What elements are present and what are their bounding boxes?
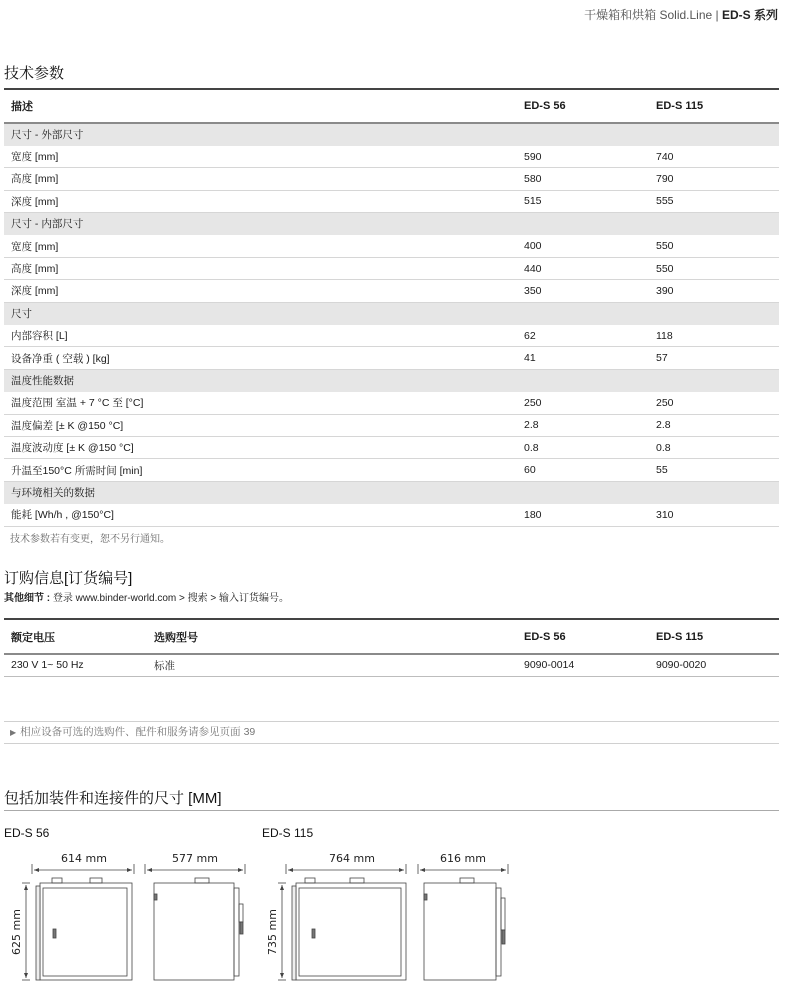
- value-ed-s-56: 580: [517, 168, 649, 190]
- value-ed-s-56: 515: [517, 190, 649, 212]
- table-row: [4, 392, 779, 414]
- value-ed-s-56: 400: [517, 235, 649, 257]
- order-detail-line: [4, 589, 289, 604]
- tech-section-title: 技术参数: [4, 65, 65, 82]
- order-detail-label: 其他细节 :: [4, 593, 51, 604]
- group-row: [4, 123, 779, 145]
- group-row: [4, 369, 779, 391]
- value-ed-s-115: 55: [649, 459, 779, 481]
- table-row: [4, 235, 779, 257]
- row-label: 宽度 [mm]: [4, 145, 517, 167]
- row-label: 深度 [mm]: [4, 280, 517, 302]
- value-ed-s-56: 250: [517, 392, 649, 414]
- order-section-title: 订购信息[订货编号]: [4, 570, 133, 587]
- dim-depth-ed-s-56: 577 mm: [172, 852, 218, 865]
- table-row: [4, 257, 779, 279]
- group-label: 温度性能数据: [4, 369, 779, 391]
- table-row: [4, 347, 779, 369]
- group-label: 尺寸: [4, 302, 779, 324]
- option-value: 标准: [147, 654, 517, 676]
- table-row: [4, 280, 779, 302]
- table-row: [4, 325, 779, 347]
- accessories-reference[interactable]: [4, 721, 779, 744]
- group-row: [4, 302, 779, 324]
- value-ed-s-115: 310: [649, 504, 779, 526]
- triangle-right-icon: ▶: [10, 728, 17, 737]
- col-description: 描述: [4, 89, 517, 123]
- table-row: [4, 414, 779, 436]
- value-ed-s-56: 440: [517, 257, 649, 279]
- value-ed-s-56: 2.8: [517, 414, 649, 436]
- row-label: 温度偏差 [± K @150 °C]: [4, 414, 517, 436]
- row-label: 深度 [mm]: [4, 190, 517, 212]
- table-row: [4, 145, 779, 167]
- value-ed-s-115: 57: [649, 347, 779, 369]
- row-label: 高度 [mm]: [4, 168, 517, 190]
- col-ed-s-115: ED-S 115: [649, 619, 779, 654]
- order-number-ed-s-56: 9090-0014: [517, 654, 649, 676]
- order-table-header: [4, 619, 779, 654]
- value-ed-s-56: 0.8: [517, 436, 649, 458]
- value-ed-s-56: 180: [517, 504, 649, 526]
- product-line: 干燥箱和烘箱 Solid.Line: [584, 8, 713, 22]
- model-label-ed-s-115: ED-S 115: [262, 826, 314, 840]
- dim-depth-ed-s-115: 616 mm: [440, 852, 486, 865]
- order-detail-text: 登录 www.binder-world.com > 搜索 > 输入订货编号。: [50, 593, 290, 604]
- group-label: 与环境相关的数据: [4, 481, 779, 503]
- group-label: 尺寸 - 内部尺寸: [4, 213, 779, 235]
- row-label: 宽度 [mm]: [4, 235, 517, 257]
- value-ed-s-56: 590: [517, 145, 649, 167]
- col-ed-s-56: ED-S 56: [517, 89, 649, 123]
- group-row: [4, 481, 779, 503]
- value-ed-s-115: 740: [649, 145, 779, 167]
- col-ed-s-56: ED-S 56: [517, 619, 649, 654]
- accessories-reference-text: 相应设备可选的选购件、配件和服务请参见页面 39: [20, 726, 256, 738]
- table-row: [4, 654, 779, 676]
- value-ed-s-115: 550: [649, 257, 779, 279]
- value-ed-s-56: 41: [517, 347, 649, 369]
- value-ed-s-115: 0.8: [649, 436, 779, 458]
- value-ed-s-115: 550: [649, 235, 779, 257]
- series-name: ED-S 系列: [721, 8, 778, 22]
- value-ed-s-115: 250: [649, 392, 779, 414]
- tech-table-header: [4, 89, 779, 123]
- col-option-model: 选购型号: [147, 619, 517, 654]
- table-row: [4, 436, 779, 458]
- table-row: [4, 504, 779, 526]
- value-ed-s-115: 118: [649, 325, 779, 347]
- tech-spec-table: [4, 88, 779, 527]
- dimensions-section-title: 包括加装件和连接件的尺寸 [MM]: [4, 790, 222, 807]
- row-label: 设备净重 ( 空载 ) [kg]: [4, 347, 517, 369]
- dimension-drawings: [0, 840, 800, 990]
- row-label: 升温至150°C 所需时间 [min]: [4, 459, 517, 481]
- dim-height-ed-s-56: 625 mm: [10, 909, 23, 955]
- group-label: 尺寸 - 外部尺寸: [4, 123, 779, 145]
- row-label: 温度波动度 [± K @150 °C]: [4, 436, 517, 458]
- table-row: [4, 190, 779, 212]
- dim-height-ed-s-115: 735 mm: [266, 909, 279, 955]
- col-voltage: 额定电压: [4, 619, 147, 654]
- row-label: 高度 [mm]: [4, 257, 517, 279]
- row-label: 温度范围 室温 + 7 °C 至 [°C]: [4, 392, 517, 414]
- value-ed-s-115: 555: [649, 190, 779, 212]
- value-ed-s-115: 2.8: [649, 414, 779, 436]
- value-ed-s-115: 390: [649, 280, 779, 302]
- order-table: [4, 618, 779, 677]
- dim-width-ed-s-115: 764 mm: [329, 852, 375, 865]
- table-row: [4, 459, 779, 481]
- dimensions-divider: [4, 810, 779, 811]
- table-row: [4, 168, 779, 190]
- group-row: [4, 213, 779, 235]
- voltage-value: 230 V 1~ 50 Hz: [4, 654, 147, 676]
- running-header: [584, 6, 778, 23]
- row-label: 能耗 [Wh/h , @150°C]: [4, 504, 517, 526]
- value-ed-s-56: 62: [517, 325, 649, 347]
- model-label-ed-s-56: ED-S 56: [4, 826, 50, 840]
- value-ed-s-56: 350: [517, 280, 649, 302]
- value-ed-s-115: 790: [649, 168, 779, 190]
- col-ed-s-115: ED-S 115: [649, 89, 779, 123]
- order-number-ed-s-115: 9090-0020: [649, 654, 779, 676]
- spec-change-note: 技术参数若有变更，恕不另行通知。: [10, 534, 170, 545]
- header-separator: |: [712, 8, 722, 22]
- dim-width-ed-s-56: 614 mm: [61, 852, 107, 865]
- value-ed-s-56: 60: [517, 459, 649, 481]
- row-label: 内部容积 [L]: [4, 325, 517, 347]
